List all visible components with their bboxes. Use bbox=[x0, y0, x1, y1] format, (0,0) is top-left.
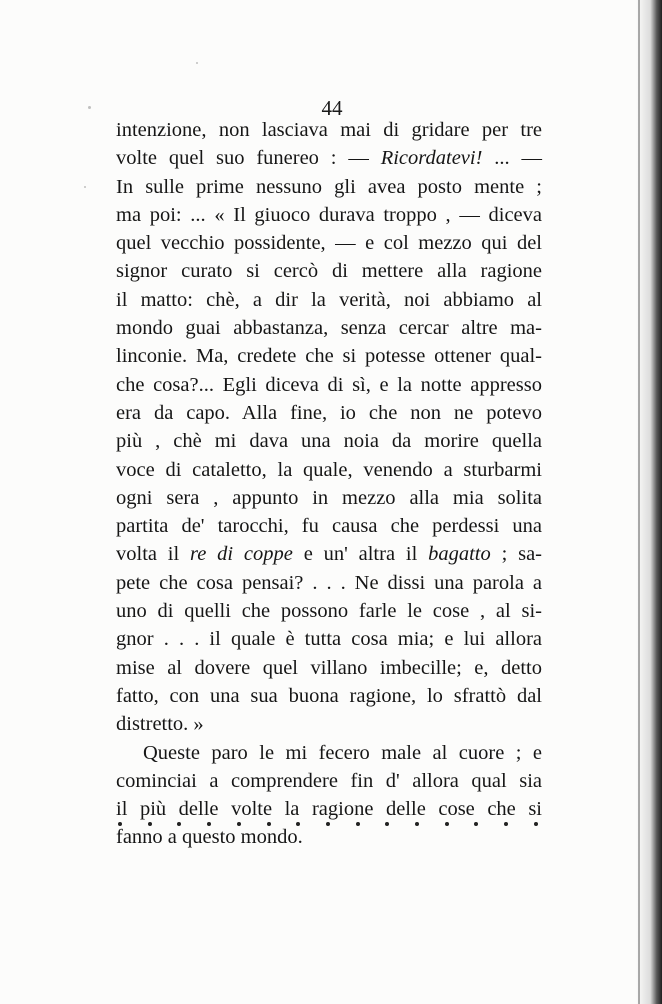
book-spine-edge bbox=[638, 0, 640, 1004]
text-run: voce di cataletto, la quale, venendo a sturbarmi bbox=[116, 458, 542, 481]
text-run: più , chè mi dava una noia da morire quella bbox=[116, 430, 542, 453]
text-run: ma poi: ... « Il giuoco durava troppo , — diceva bbox=[116, 203, 542, 226]
ellipsis-dot bbox=[445, 822, 449, 826]
ellipsis-dot bbox=[356, 822, 360, 826]
ellipsis-dot bbox=[207, 822, 211, 826]
text-line bbox=[116, 739, 542, 767]
text-line bbox=[116, 144, 542, 172]
text-line bbox=[116, 201, 542, 229]
text-line bbox=[116, 427, 542, 455]
ellipsis-dot bbox=[296, 822, 300, 826]
ellipsis-dot bbox=[415, 822, 419, 826]
text-line bbox=[116, 456, 542, 484]
text-run: ... — bbox=[482, 147, 543, 170]
text-run: pete che cosa pensai? . . . Ne dissi una parola a bbox=[116, 571, 542, 594]
ellipsis-dot bbox=[474, 822, 478, 826]
text-run: il matto: chè, a dir la verità, noi abbiamo al bbox=[116, 288, 542, 311]
text-line bbox=[116, 597, 542, 625]
text-run: fanno a questo mondo. bbox=[116, 826, 303, 849]
text-run: quel vecchio possidente, — e col mezzo qui del bbox=[116, 232, 542, 255]
text-line bbox=[116, 116, 542, 144]
paper-speck bbox=[88, 106, 91, 109]
text-line bbox=[116, 823, 542, 851]
text-line bbox=[116, 654, 542, 682]
ellipsis-dot bbox=[148, 822, 152, 826]
italic-text-run: re di coppe bbox=[190, 543, 293, 566]
paper-speck bbox=[536, 500, 539, 503]
text-line bbox=[116, 173, 542, 201]
text-run: mondo guai abbastanza, senza cercar altre ma- bbox=[116, 317, 542, 340]
text-run: partita de' tarocchi, fu causa che perdessi una bbox=[116, 515, 542, 538]
text-line bbox=[116, 371, 542, 399]
ellipsis-dot bbox=[504, 822, 508, 826]
text-line bbox=[116, 767, 542, 795]
body-text bbox=[116, 116, 542, 852]
ellipsis-dot bbox=[237, 822, 241, 826]
page-number: 44 bbox=[321, 96, 343, 120]
text-line bbox=[116, 229, 542, 257]
text-run: distretto. » bbox=[116, 713, 204, 736]
ellipsis-dot bbox=[385, 822, 389, 826]
text-run: il più delle volte la ragione delle cose che si bbox=[116, 798, 542, 821]
paper-speck bbox=[196, 62, 198, 64]
ellipsis-dot bbox=[177, 822, 181, 826]
text-run: linconie. Ma, credete che si potesse ottener qual- bbox=[116, 345, 542, 368]
text-run: ; sa- bbox=[490, 543, 542, 566]
text-line bbox=[116, 484, 542, 512]
text-line bbox=[116, 569, 542, 597]
text-line bbox=[116, 710, 542, 738]
text-line bbox=[116, 286, 542, 314]
ellipsis-dot bbox=[267, 822, 271, 826]
ellipsis-dot bbox=[326, 822, 330, 826]
italic-text-run: Ricordatevi! bbox=[380, 147, 483, 170]
text-run: In sulle prime nessuno gli avea posto mente ; bbox=[116, 175, 542, 198]
text-line bbox=[116, 314, 542, 342]
text-run: fatto, con una sua buona ragione, lo sfrattò dal bbox=[116, 684, 542, 707]
text-line bbox=[116, 625, 542, 653]
text-run: intenzione, non lasciava mai di gridare per tre bbox=[116, 119, 542, 141]
text-run: era da capo. Alla fine, io che non ne potevo bbox=[116, 401, 542, 424]
ellipsis-dot-row bbox=[118, 822, 538, 826]
ellipsis-dot bbox=[534, 822, 538, 826]
text-run: uno di quelli che possono farle le cose , al si- bbox=[116, 600, 542, 623]
text-run: mise al dovere quel villano imbecille; e, detto bbox=[116, 656, 542, 679]
text-run: signor curato si cercò di mettere alla ragione bbox=[116, 260, 542, 283]
paper-speck bbox=[84, 186, 86, 188]
text-run: volte quel suo funereo : — bbox=[116, 147, 381, 170]
text-line bbox=[116, 682, 542, 710]
text-line bbox=[116, 399, 542, 427]
text-run: che cosa?... Egli diceva di sì, e la notte appresso bbox=[116, 373, 542, 396]
italic-text-run: bagatto bbox=[428, 543, 491, 566]
text-run: Queste paro le mi fecero male al cuore ; e bbox=[143, 741, 542, 764]
text-run: ogni sera , appunto in mezzo alla mia solita bbox=[116, 486, 542, 509]
ellipsis-dot bbox=[118, 822, 122, 826]
text-run: cominciai a comprendere fin d' allora qual sia bbox=[116, 769, 542, 792]
text-line bbox=[116, 540, 542, 568]
text-run: e un' altra il bbox=[292, 543, 429, 566]
text-run: volta il bbox=[116, 543, 191, 566]
text-line bbox=[116, 257, 542, 285]
text-run: gnor . . . il quale è tutta cosa mia; e lui allora bbox=[116, 628, 542, 651]
text-line bbox=[116, 512, 542, 540]
text-line bbox=[116, 795, 542, 823]
text-line bbox=[116, 342, 542, 370]
